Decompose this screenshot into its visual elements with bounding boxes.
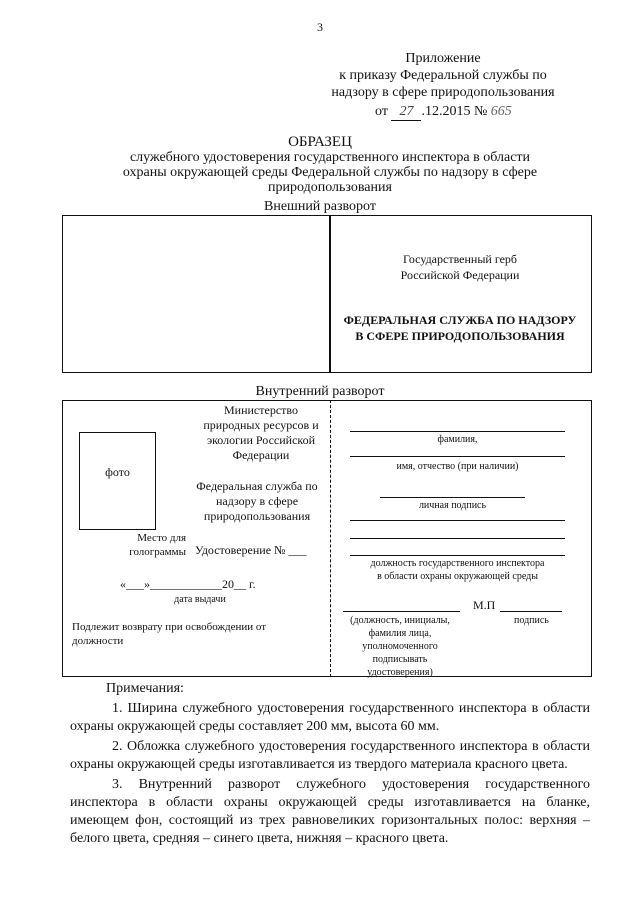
surname-line	[350, 431, 565, 432]
seal-place: М.П	[473, 598, 496, 612]
notes-heading: Примечания:	[106, 681, 184, 696]
signature-caption: личная подпись	[418, 500, 487, 511]
date-day: 27	[391, 104, 421, 121]
appendix-line-2: к приказу Федеральной службы по	[339, 68, 547, 83]
position-caption	[340, 557, 575, 583]
position-line-3	[350, 555, 565, 556]
inner-spread-heading: Внутренний разворот	[255, 384, 385, 399]
order-number: 665	[490, 104, 512, 119]
note-item-1: 1. Ширина служебного удостоверения государственного инспектора в области охраны окружающей среды составляет 200 мм, высота 60 мм.	[70, 701, 590, 734]
appendix-line-3: надзору в сфере природопользования	[331, 85, 555, 100]
sign-line	[500, 611, 562, 612]
notes-section	[70, 680, 590, 848]
name-line	[350, 456, 565, 457]
inner-spread-divider	[330, 400, 332, 677]
service-name: Федеральная служба по надзору в сфере природопользования	[196, 479, 318, 523]
appendix-line-1: Приложение	[405, 51, 481, 66]
page-number: 3	[317, 20, 323, 34]
position-line-1	[350, 520, 565, 521]
photo-placeholder	[79, 432, 156, 530]
appendix-header	[318, 50, 568, 101]
issue-date-caption: дата выдачи	[174, 594, 226, 605]
position-caption-line-1: должность государственного инспектора	[370, 558, 545, 569]
issue-date: «___»____________20__ г.	[120, 577, 256, 591]
position-caption-line-2: в области охраны окружающей среды	[377, 571, 538, 582]
date-rest: .12.2015 №	[421, 104, 488, 119]
document-subtitle: служебного удостоверения государственного инспектора в области охраны окружающей среды Федеральной службы по надзору в сфере природопользования	[122, 150, 538, 195]
ministry-name: Министерство природных ресурсов и экологии Российской Федерации	[203, 403, 319, 462]
agency-line-2: В СФЕРЕ ПРИРОДОПОЛЬЗОВАНИЯ	[355, 329, 565, 343]
coat-line-1: Государственный герб	[402, 252, 518, 266]
surname-caption: фамилия,	[437, 434, 478, 445]
outer-spread-divider	[329, 215, 331, 373]
certificate-number: Удостоверение № ___	[195, 543, 307, 557]
agency-line-1: ФЕДЕРАЛЬНАЯ СЛУЖБА ПО НАДЗОРУ	[343, 313, 577, 327]
photo-label: фото	[105, 465, 130, 479]
official-caption: (должность, инициалы, фамилия лица, уполномоченного подписывать удостоверения)	[350, 615, 450, 678]
official-line	[343, 611, 460, 612]
outer-spread-heading: Внешний разворот	[264, 199, 376, 214]
position-line-2	[350, 538, 565, 539]
return-note: Подлежит возврату при освобождении от должности	[72, 621, 267, 647]
document-title: ОБРАЗЕЦ	[288, 134, 352, 150]
order-date-line	[375, 104, 513, 121]
agency-name	[340, 312, 580, 344]
note-item-2: 2. Обложка служебного удостоверения государственного инспектора в области охраны окружающей среды изготавливается из твердого материала красного цвета.	[70, 739, 590, 772]
coat-line-2: Российской Федерации	[400, 268, 520, 282]
outer-spread-frame	[62, 215, 592, 373]
date-prefix: от	[375, 104, 388, 119]
name-caption: имя, отчество (при наличии)	[396, 461, 519, 472]
signature-line	[380, 497, 525, 498]
note-item-3: 3. Внутренний разворот служебного удостоверения государственного инспектора в области охраны окружающей среды изготавливается на бланке, имеющем фон, состоящий из трех равновеликих горизонтальных полос: верхняя – белого цвета, средняя – синего цвета, нижняя – красного цвета.	[70, 777, 590, 846]
sign-caption: подпись	[514, 615, 549, 626]
coat-of-arms-label	[340, 251, 580, 283]
hologram-place: Место для голограммы	[129, 532, 186, 558]
